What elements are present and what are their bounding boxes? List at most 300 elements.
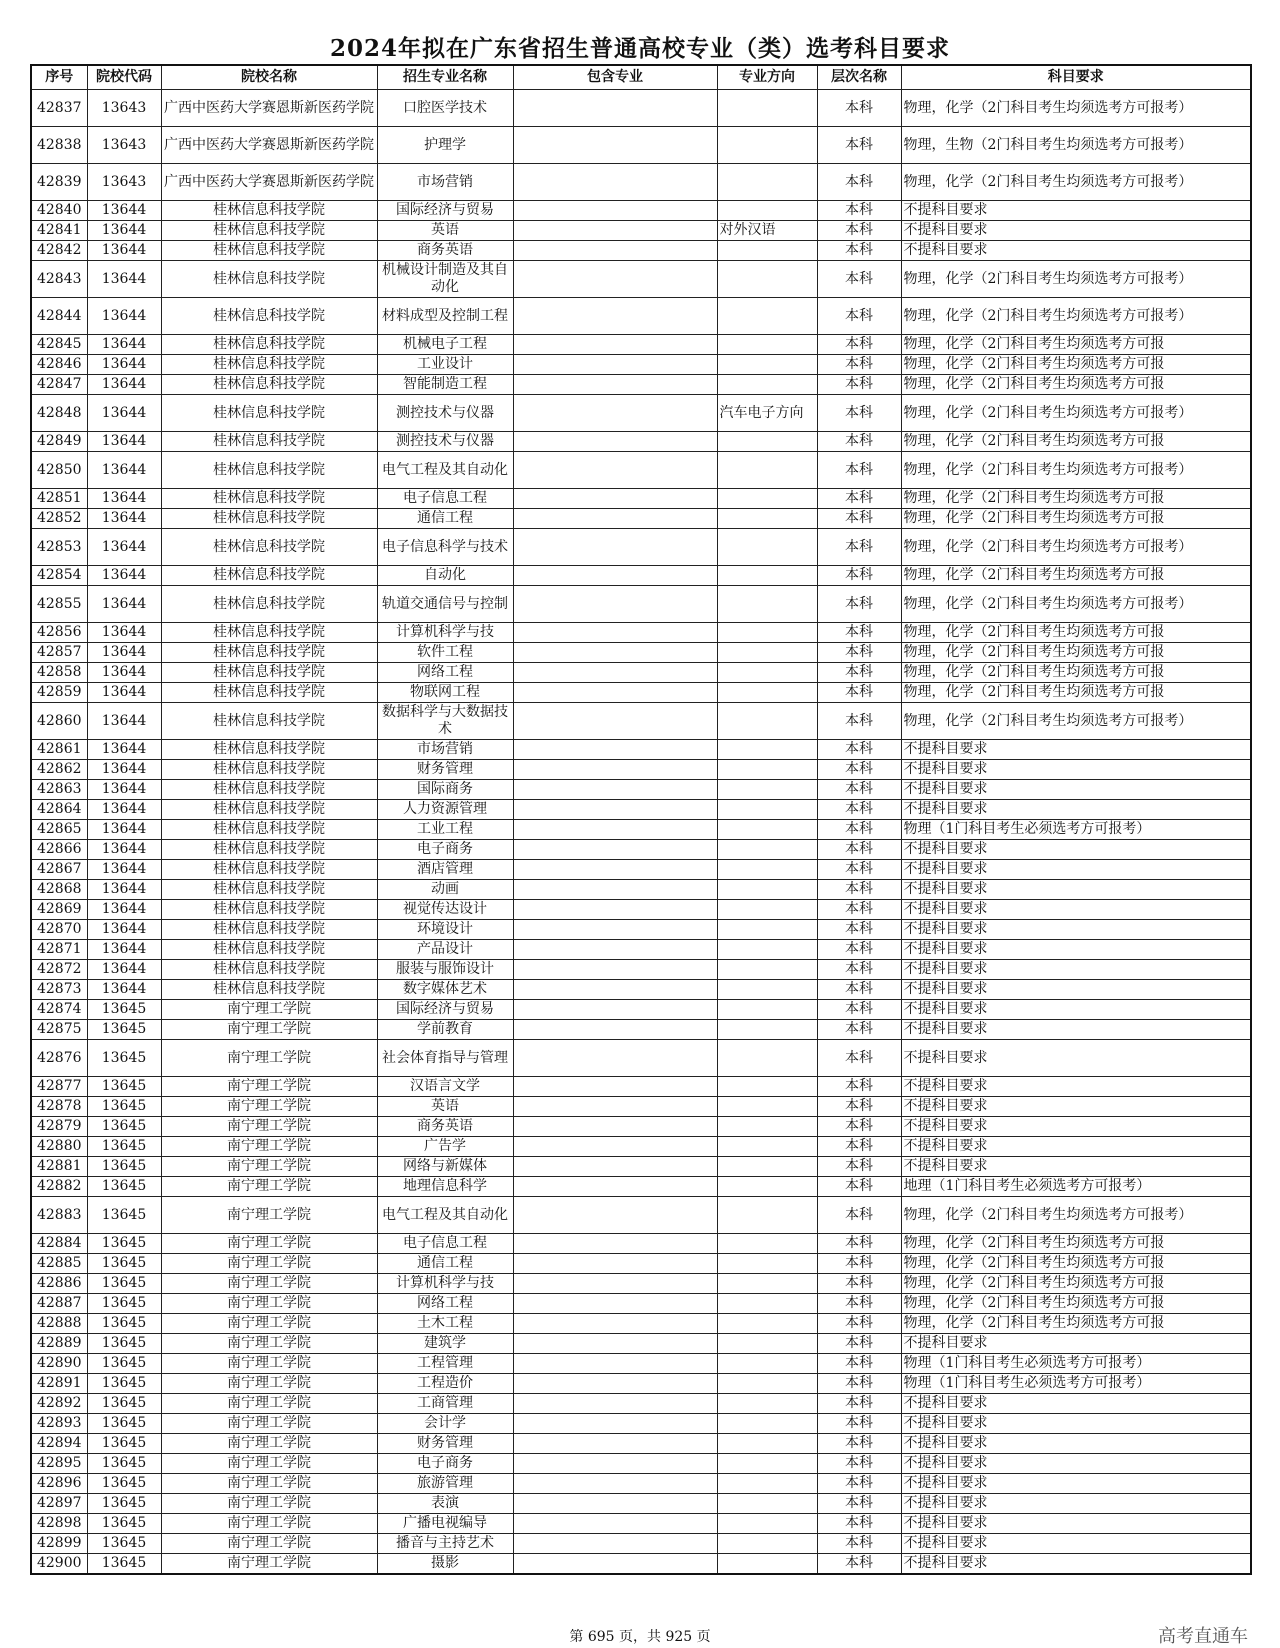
school-code-cell: 13644 <box>87 586 161 623</box>
table-row <box>31 780 1251 800</box>
direction-cell <box>717 1554 817 1575</box>
school-code-cell: 13645 <box>87 1197 161 1234</box>
level-cell: 本科 <box>817 1294 901 1314</box>
direction-cell <box>717 940 817 960</box>
direction-cell <box>717 623 817 643</box>
school-code-cell: 13645 <box>87 1494 161 1514</box>
included-majors-cell <box>513 127 717 164</box>
seq-cell: 42871 <box>31 940 87 960</box>
table-row <box>31 1117 1251 1137</box>
table-row <box>31 683 1251 703</box>
level-cell: 本科 <box>817 780 901 800</box>
seq-cell: 42864 <box>31 800 87 820</box>
direction-cell <box>717 1137 817 1157</box>
table-row <box>31 703 1251 740</box>
table-row <box>31 1157 1251 1177</box>
school-name-cell: 桂林信息科技学院 <box>161 920 377 940</box>
school-name-cell: 广西中医药大学赛恩斯新医药学院 <box>161 90 377 127</box>
major-name-cell: 播音与主持艺术 <box>377 1534 513 1554</box>
level-cell: 本科 <box>817 221 901 241</box>
direction-cell <box>717 509 817 529</box>
school-code-cell: 13644 <box>87 298 161 335</box>
table-row <box>31 509 1251 529</box>
seq-cell: 42898 <box>31 1514 87 1534</box>
level-cell: 本科 <box>817 900 901 920</box>
level-cell: 本科 <box>817 566 901 586</box>
table-row <box>31 1514 1251 1534</box>
subject-req-cell: 物理，化学（2门科目考生均须选考方可报考） <box>901 261 1251 298</box>
school-code-cell: 13645 <box>87 1274 161 1294</box>
level-cell: 本科 <box>817 1514 901 1534</box>
major-name-cell: 酒店管理 <box>377 860 513 880</box>
school-code-cell: 13644 <box>87 840 161 860</box>
level-cell: 本科 <box>817 663 901 683</box>
direction-cell <box>717 529 817 566</box>
subject-req-cell: 不提科目要求 <box>901 740 1251 760</box>
school-name-cell: 南宁理工学院 <box>161 1334 377 1354</box>
included-majors-cell <box>513 1197 717 1234</box>
page-title: 2024年拟在广东省招生普通高校专业（类）选考科目要求 <box>329 35 950 62</box>
school-name-cell: 桂林信息科技学院 <box>161 298 377 335</box>
included-majors-cell <box>513 452 717 489</box>
direction-cell <box>717 1177 817 1197</box>
level-cell: 本科 <box>817 740 901 760</box>
subject-req-cell: 不提科目要求 <box>901 1020 1251 1040</box>
included-majors-cell <box>513 1454 717 1474</box>
included-majors-cell <box>513 663 717 683</box>
included-majors-cell <box>513 1000 717 1020</box>
level-cell: 本科 <box>817 1197 901 1234</box>
level-cell: 本科 <box>817 1454 901 1474</box>
column-header: 院校代码 <box>87 65 161 90</box>
seq-cell: 42868 <box>31 880 87 900</box>
subject-req-cell: 物理，化学（2门科目考生均须选考方可报考） <box>901 164 1251 201</box>
subject-req-cell: 物理，化学（2门科目考生均须选考方可报 <box>901 1314 1251 1334</box>
subject-req-cell: 不提科目要求 <box>901 201 1251 221</box>
column-header: 包含专业 <box>513 65 717 90</box>
included-majors-cell <box>513 1514 717 1534</box>
direction-cell <box>717 1000 817 1020</box>
included-majors-cell <box>513 1414 717 1434</box>
subject-req-cell: 不提科目要求 <box>901 1077 1251 1097</box>
included-majors-cell <box>513 335 717 355</box>
subject-req-cell: 物理，化学（2门科目考生均须选考方可报 <box>901 355 1251 375</box>
seq-cell: 42892 <box>31 1394 87 1414</box>
included-majors-cell <box>513 940 717 960</box>
major-name-cell: 广告学 <box>377 1137 513 1157</box>
seq-cell: 42883 <box>31 1197 87 1234</box>
level-cell: 本科 <box>817 1077 901 1097</box>
major-name-cell: 社会体育指导与管理 <box>377 1040 513 1077</box>
seq-cell: 42845 <box>31 335 87 355</box>
included-majors-cell <box>513 355 717 375</box>
school-name-cell: 南宁理工学院 <box>161 1314 377 1334</box>
school-name-cell: 桂林信息科技学院 <box>161 261 377 298</box>
level-cell: 本科 <box>817 920 901 940</box>
level-cell: 本科 <box>817 241 901 261</box>
major-name-cell: 会计学 <box>377 1414 513 1434</box>
school-name-cell: 桂林信息科技学院 <box>161 355 377 375</box>
included-majors-cell <box>513 1494 717 1514</box>
major-name-cell: 软件工程 <box>377 643 513 663</box>
table-row <box>31 395 1251 432</box>
school-name-cell: 南宁理工学院 <box>161 1020 377 1040</box>
seq-cell: 42850 <box>31 452 87 489</box>
level-cell: 本科 <box>817 1137 901 1157</box>
included-majors-cell <box>513 960 717 980</box>
table-row <box>31 201 1251 221</box>
included-majors-cell <box>513 780 717 800</box>
subject-req-cell: 物理，化学（2门科目考生均须选考方可报 <box>901 489 1251 509</box>
school-code-cell: 13644 <box>87 860 161 880</box>
direction-cell <box>717 960 817 980</box>
school-code-cell: 13645 <box>87 1374 161 1394</box>
seq-cell: 42857 <box>31 643 87 663</box>
school-name-cell: 桂林信息科技学院 <box>161 980 377 1000</box>
school-code-cell: 13644 <box>87 395 161 432</box>
school-name-cell: 桂林信息科技学院 <box>161 900 377 920</box>
school-name-cell: 南宁理工学院 <box>161 1494 377 1514</box>
subject-req-cell: 不提科目要求 <box>901 1554 1251 1575</box>
direction-cell <box>717 201 817 221</box>
included-majors-cell <box>513 920 717 940</box>
seq-cell: 42851 <box>31 489 87 509</box>
major-name-cell: 自动化 <box>377 566 513 586</box>
level-cell: 本科 <box>817 800 901 820</box>
direction-cell <box>717 1514 817 1534</box>
subject-req-cell: 物理，化学（2门科目考生均须选考方可报 <box>901 663 1251 683</box>
included-majors-cell <box>513 1334 717 1354</box>
school-name-cell: 桂林信息科技学院 <box>161 395 377 432</box>
included-majors-cell <box>513 1177 717 1197</box>
school-name-cell: 桂林信息科技学院 <box>161 840 377 860</box>
school-code-cell: 13644 <box>87 880 161 900</box>
school-name-cell: 南宁理工学院 <box>161 1097 377 1117</box>
table-row <box>31 740 1251 760</box>
school-code-cell: 13644 <box>87 201 161 221</box>
major-name-cell: 旅游管理 <box>377 1474 513 1494</box>
subject-req-cell: 不提科目要求 <box>901 1394 1251 1414</box>
included-majors-cell <box>513 261 717 298</box>
major-name-cell: 智能制造工程 <box>377 375 513 395</box>
major-name-cell: 人力资源管理 <box>377 800 513 820</box>
seq-cell: 42848 <box>31 395 87 432</box>
school-name-cell: 桂林信息科技学院 <box>161 201 377 221</box>
school-name-cell: 南宁理工学院 <box>161 1534 377 1554</box>
school-name-cell: 桂林信息科技学院 <box>161 940 377 960</box>
column-header: 层次名称 <box>817 65 901 90</box>
school-name-cell: 桂林信息科技学院 <box>161 860 377 880</box>
seq-cell: 42895 <box>31 1454 87 1474</box>
major-name-cell: 电子信息工程 <box>377 1234 513 1254</box>
level-cell: 本科 <box>817 355 901 375</box>
major-name-cell: 电子信息工程 <box>377 489 513 509</box>
level-cell: 本科 <box>817 261 901 298</box>
seq-cell: 42869 <box>31 900 87 920</box>
table-row <box>31 489 1251 509</box>
table-row <box>31 1354 1251 1374</box>
table-row <box>31 1334 1251 1354</box>
subject-req-cell: 不提科目要求 <box>901 940 1251 960</box>
school-name-cell: 南宁理工学院 <box>161 1294 377 1314</box>
table-row <box>31 1274 1251 1294</box>
seq-cell: 42860 <box>31 703 87 740</box>
included-majors-cell <box>513 683 717 703</box>
included-majors-cell <box>513 840 717 860</box>
table-row <box>31 920 1251 940</box>
school-name-cell: 桂林信息科技学院 <box>161 489 377 509</box>
subject-req-cell: 不提科目要求 <box>901 1157 1251 1177</box>
direction-cell <box>717 1534 817 1554</box>
school-name-cell: 桂林信息科技学院 <box>161 683 377 703</box>
major-name-cell: 财务管理 <box>377 760 513 780</box>
level-cell: 本科 <box>817 1020 901 1040</box>
school-name-cell: 南宁理工学院 <box>161 1177 377 1197</box>
school-code-cell: 13644 <box>87 355 161 375</box>
direction-cell <box>717 880 817 900</box>
direction-cell <box>717 740 817 760</box>
requirements-table <box>30 64 1252 1575</box>
included-majors-cell <box>513 1040 717 1077</box>
level-cell: 本科 <box>817 395 901 432</box>
included-majors-cell <box>513 1157 717 1177</box>
subject-req-cell: 物理，化学（2门科目考生均须选考方可报 <box>901 1294 1251 1314</box>
table-row <box>31 960 1251 980</box>
seq-cell: 42874 <box>31 1000 87 1020</box>
seq-cell: 42867 <box>31 860 87 880</box>
included-majors-cell <box>513 740 717 760</box>
included-majors-cell <box>513 980 717 1000</box>
level-cell: 本科 <box>817 335 901 355</box>
major-name-cell: 环境设计 <box>377 920 513 940</box>
included-majors-cell <box>513 1314 717 1334</box>
column-header: 科目要求 <box>901 65 1251 90</box>
seq-cell: 42837 <box>31 90 87 127</box>
seq-cell: 42897 <box>31 1494 87 1514</box>
table-row <box>31 1454 1251 1474</box>
direction-cell <box>717 1394 817 1414</box>
school-code-cell: 13645 <box>87 1414 161 1434</box>
major-name-cell: 商务英语 <box>377 241 513 261</box>
direction-cell <box>717 298 817 335</box>
seq-cell: 42846 <box>31 355 87 375</box>
included-majors-cell <box>513 703 717 740</box>
table-row <box>31 820 1251 840</box>
major-name-cell: 测控技术与仪器 <box>377 432 513 452</box>
major-name-cell: 产品设计 <box>377 940 513 960</box>
school-code-cell: 13644 <box>87 683 161 703</box>
included-majors-cell <box>513 1434 717 1454</box>
subject-req-cell: 不提科目要求 <box>901 1414 1251 1434</box>
included-majors-cell <box>513 1117 717 1137</box>
school-name-cell: 桂林信息科技学院 <box>161 960 377 980</box>
level-cell: 本科 <box>817 1434 901 1454</box>
school-code-cell: 13645 <box>87 1434 161 1454</box>
major-name-cell: 工业工程 <box>377 820 513 840</box>
school-code-cell: 13644 <box>87 566 161 586</box>
level-cell: 本科 <box>817 1040 901 1077</box>
subject-req-cell: 不提科目要求 <box>901 840 1251 860</box>
table-row <box>31 1077 1251 1097</box>
subject-req-cell: 不提科目要求 <box>901 900 1251 920</box>
school-name-cell: 南宁理工学院 <box>161 1117 377 1137</box>
table-row <box>31 375 1251 395</box>
subject-req-cell: 不提科目要求 <box>901 980 1251 1000</box>
level-cell: 本科 <box>817 1117 901 1137</box>
included-majors-cell <box>513 820 717 840</box>
direction-cell <box>717 1314 817 1334</box>
subject-req-cell: 不提科目要求 <box>901 920 1251 940</box>
table-row <box>31 1137 1251 1157</box>
seq-cell: 42896 <box>31 1474 87 1494</box>
table-row <box>31 1000 1251 1020</box>
major-name-cell: 工程造价 <box>377 1374 513 1394</box>
subject-req-cell: 不提科目要求 <box>901 1434 1251 1454</box>
included-majors-cell <box>513 900 717 920</box>
major-name-cell: 数字媒体艺术 <box>377 980 513 1000</box>
table-row <box>31 529 1251 566</box>
direction-cell <box>717 432 817 452</box>
direction-cell <box>717 1454 817 1474</box>
included-majors-cell <box>513 1137 717 1157</box>
included-majors-cell <box>513 860 717 880</box>
level-cell: 本科 <box>817 90 901 127</box>
school-name-cell: 南宁理工学院 <box>161 1000 377 1020</box>
school-code-cell: 13645 <box>87 1117 161 1137</box>
major-name-cell: 国际经济与贸易 <box>377 201 513 221</box>
subject-req-cell: 不提科目要求 <box>901 1040 1251 1077</box>
included-majors-cell <box>513 1554 717 1575</box>
school-name-cell: 南宁理工学院 <box>161 1414 377 1434</box>
included-majors-cell <box>513 1274 717 1294</box>
school-code-cell: 13644 <box>87 703 161 740</box>
table-row <box>31 880 1251 900</box>
school-name-cell: 桂林信息科技学院 <box>161 586 377 623</box>
subject-req-cell: 不提科目要求 <box>901 960 1251 980</box>
major-name-cell: 市场营销 <box>377 164 513 201</box>
major-name-cell: 财务管理 <box>377 1434 513 1454</box>
table-row <box>31 261 1251 298</box>
subject-req-cell: 物理（1门科目考生必须选考方可报考） <box>901 820 1251 840</box>
included-majors-cell <box>513 241 717 261</box>
school-name-cell: 南宁理工学院 <box>161 1274 377 1294</box>
subject-req-cell: 物理，化学（2门科目考生均须选考方可报 <box>901 1274 1251 1294</box>
school-name-cell: 南宁理工学院 <box>161 1157 377 1177</box>
school-name-cell: 桂林信息科技学院 <box>161 566 377 586</box>
level-cell: 本科 <box>817 980 901 1000</box>
subject-req-cell: 物理，化学（2门科目考生均须选考方可报 <box>901 566 1251 586</box>
school-code-cell: 13645 <box>87 1314 161 1334</box>
direction-cell <box>717 1157 817 1177</box>
subject-req-cell: 物理，生物（2门科目考生均须选考方可报考） <box>901 127 1251 164</box>
table-body <box>31 90 1251 1575</box>
school-code-cell: 13644 <box>87 780 161 800</box>
school-name-cell: 桂林信息科技学院 <box>161 820 377 840</box>
level-cell: 本科 <box>817 1314 901 1334</box>
level-cell: 本科 <box>817 452 901 489</box>
subject-req-cell: 物理，化学（2门科目考生均须选考方可报 <box>901 375 1251 395</box>
level-cell: 本科 <box>817 298 901 335</box>
seq-cell: 42888 <box>31 1314 87 1334</box>
major-name-cell: 材料成型及控制工程 <box>377 298 513 335</box>
seq-cell: 42839 <box>31 164 87 201</box>
subject-req-cell: 不提科目要求 <box>901 1534 1251 1554</box>
table-row <box>31 1474 1251 1494</box>
level-cell: 本科 <box>817 1354 901 1374</box>
table-row <box>31 355 1251 375</box>
subject-req-cell: 不提科目要求 <box>901 1494 1251 1514</box>
subject-req-cell: 物理，化学（2门科目考生均须选考方可报 <box>901 432 1251 452</box>
school-code-cell: 13645 <box>87 1254 161 1274</box>
direction-cell <box>717 703 817 740</box>
school-code-cell: 13645 <box>87 1040 161 1077</box>
subject-req-cell: 物理，化学（2门科目考生均须选考方可报考） <box>901 298 1251 335</box>
level-cell: 本科 <box>817 840 901 860</box>
direction-cell <box>717 1197 817 1234</box>
level-cell: 本科 <box>817 820 901 840</box>
subject-req-cell: 物理，化学（2门科目考生均须选考方可报 <box>901 683 1251 703</box>
seq-cell: 42840 <box>31 201 87 221</box>
column-header: 招生专业名称 <box>377 65 513 90</box>
included-majors-cell <box>513 90 717 127</box>
subject-req-cell: 不提科目要求 <box>901 860 1251 880</box>
school-code-cell: 13644 <box>87 800 161 820</box>
school-name-cell: 南宁理工学院 <box>161 1434 377 1454</box>
direction-cell <box>717 1294 817 1314</box>
included-majors-cell <box>513 395 717 432</box>
subject-req-cell: 不提科目要求 <box>901 1474 1251 1494</box>
major-name-cell: 物联网工程 <box>377 683 513 703</box>
subject-req-cell: 不提科目要求 <box>901 1097 1251 1117</box>
school-name-cell: 南宁理工学院 <box>161 1137 377 1157</box>
direction-cell <box>717 920 817 940</box>
school-code-cell: 13644 <box>87 663 161 683</box>
level-cell: 本科 <box>817 960 901 980</box>
included-majors-cell <box>513 643 717 663</box>
school-code-cell: 13645 <box>87 1020 161 1040</box>
table-row <box>31 586 1251 623</box>
table-row <box>31 1177 1251 1197</box>
school-code-cell: 13643 <box>87 127 161 164</box>
level-cell: 本科 <box>817 1414 901 1434</box>
table-row <box>31 900 1251 920</box>
included-majors-cell <box>513 432 717 452</box>
school-name-cell: 南宁理工学院 <box>161 1234 377 1254</box>
seq-cell: 42838 <box>31 127 87 164</box>
major-name-cell: 建筑学 <box>377 1334 513 1354</box>
brand-label: 高考直通车 <box>1158 1626 1248 1647</box>
level-cell: 本科 <box>817 201 901 221</box>
major-name-cell: 英语 <box>377 1097 513 1117</box>
direction-cell <box>717 335 817 355</box>
seq-cell: 42876 <box>31 1040 87 1077</box>
direction-cell <box>717 127 817 164</box>
direction-cell <box>717 355 817 375</box>
seq-cell: 42885 <box>31 1254 87 1274</box>
direction-cell <box>717 1020 817 1040</box>
subject-req-cell: 物理，化学（2门科目考生均须选考方可报考） <box>901 395 1251 432</box>
direction-cell <box>717 1494 817 1514</box>
included-majors-cell <box>513 201 717 221</box>
school-code-cell: 13645 <box>87 1077 161 1097</box>
direction-cell <box>717 643 817 663</box>
direction-cell <box>717 261 817 298</box>
school-name-cell: 南宁理工学院 <box>161 1077 377 1097</box>
school-code-cell: 13645 <box>87 1177 161 1197</box>
school-name-cell: 南宁理工学院 <box>161 1197 377 1234</box>
direction-cell <box>717 683 817 703</box>
level-cell: 本科 <box>817 529 901 566</box>
